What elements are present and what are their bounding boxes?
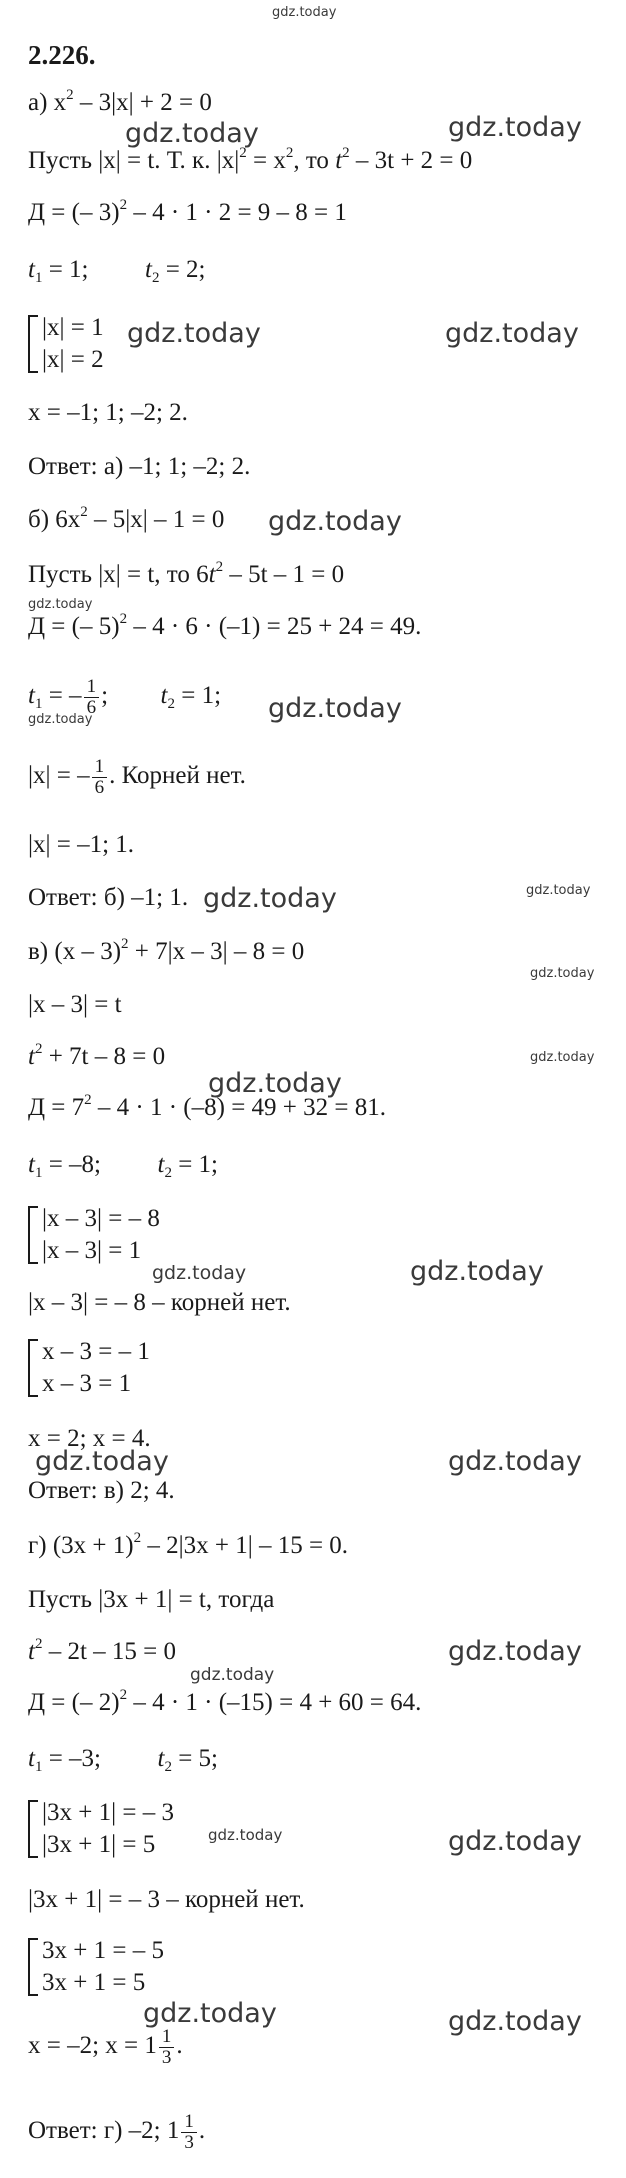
watermark: gdz.today [448,2006,582,2037]
watermark: gdz.today [28,597,93,612]
equation-c: в) (x – 3)$^2$ + 7|x – 3| – 8 = 0 [28,936,305,965]
watermark: gdz.today [526,883,591,898]
fraction-one-sixth: $\frac{1}{6}$ [92,757,108,798]
watermark: gdz.today [152,1262,247,1284]
watermark: gdz.today [28,712,93,727]
no-roots-d: |3x + 1| = – 3 – корней нет. [28,1886,305,1913]
system-d-abs: |3x + 1| = – 3 |3x + 1| = 5 [28,1797,174,1861]
substitution-a: Пусть |x| = t. Т. к. $|x|^2 = x^2$, то $t^2 - 3t + 2 = 0$ [28,145,473,174]
roots-t-c: $t_1 = -8$; $t_2 = 1$; [28,1151,218,1181]
watermark: gdz.today [448,112,582,143]
watermark: gdz.today [143,1998,277,2029]
watermark: gdz.today [272,5,337,20]
watermark: gdz.today [448,1446,582,1477]
substitution-b: Пусть |x| = t, то $6t^2 - 5t - 1 = 0$ [28,559,345,588]
roots-d: x = –2; x = 1 $\frac{1}{3}$ . [28,2026,183,2068]
watermark: gdz.today [448,1826,582,1857]
watermark: gdz.today [203,883,337,914]
exercise-number: 2.226. [28,40,96,70]
roots-t-b: $t_1$ = – $\frac{1}{6}$ ; $t_2 = 1$; [28,676,222,718]
equation-d: г) $(3x + 1)^2 - 2|3x + 1| - 15 = 0$. [28,1530,349,1559]
equation-b: б) $6x^2 - 5|x| - 1 = 0$ [28,504,225,533]
watermark: gdz.today [268,693,402,724]
fraction-one-third: $\frac{1}{3}$ [181,2112,197,2153]
system-c-abs: |x – 3| = – 8 |x – 3| = 1 [28,1203,160,1267]
watermark: gdz.today [208,1826,283,1844]
t-equation-d: $t^2 - 2t - 15 = 0$ [28,1636,176,1665]
watermark: gdz.today [448,1636,582,1667]
roots-c: x = 2; x = 4. [28,1425,151,1452]
discriminant-c: $Д = 7^2 - 4 \cdot 1 \cdot (-8) = 49 + 32 = 81$. [28,1092,387,1121]
t-equation-c: $t^2 + 7t - 8 = 0$ [28,1041,166,1070]
watermark: gdz.today [208,1068,342,1099]
system-c-linear: x – 3 = – 1 x – 3 = 1 [28,1336,150,1400]
substitution-d: Пусть |3x + 1| = t, тогда [28,1586,275,1613]
watermark: gdz.today [445,318,579,349]
watermark: gdz.today [410,1256,544,1287]
roots-a: x = –1; 1; –2; 2. [28,399,188,426]
answer-a: Ответ: а) –1; 1; –2; 2. [28,453,251,480]
watermark: gdz.today [530,966,595,981]
discriminant-d: Д = (– 2)$^2$ – 4 · 1 · (–15) = 4 + 60 = 64. [28,1687,422,1716]
answer-b: Ответ: б) –1; 1. [28,884,189,911]
equation-a: а) $x^2 - 3|x| + 2 = 0$ [28,87,212,116]
watermark: gdz.today [35,1446,169,1477]
substitution-c: |x – 3| = t [28,991,122,1018]
watermark: gdz.today [530,1050,595,1065]
watermark: gdz.today [268,506,402,537]
watermark: gdz.today [125,118,259,149]
watermark: gdz.today [190,1665,275,1685]
discriminant-b: Д = (– 5)$^2$ – 4 · 6 · (–1) = 25 + 24 = 49. [28,611,422,640]
fraction-one-sixth: $\frac{1}{6}$ [84,677,100,718]
no-roots-c: |x – 3| = – 8 – корней нет. [28,1289,291,1316]
system-d-linear: 3x + 1 = – 5 3x + 1 = 5 [28,1935,164,1999]
abs-values-b: |x| = –1; 1. [28,831,135,858]
abs-check-b: |x| = – $\frac{1}{6}$ . Корней нет. [28,756,246,798]
roots-t-d: $t_1 = -3$; $t_2 = 5$; [28,1745,218,1775]
roots-t-a: $t_1 = 1$; $t_2 = 2$; [28,256,206,286]
watermark: gdz.today [127,318,261,349]
answer-d: Ответ: г) –2; 1 $\frac{1}{3}$ . [28,2111,206,2153]
system-a: |x| = 1 |x| = 2 [28,312,104,376]
fraction-one-third: $\frac{1}{3}$ [159,2027,175,2068]
discriminant-a: Д = (– 3)$^2$ – 4 · 1 · 2 = 9 – 8 = 1 [28,197,347,226]
answer-c: Ответ: в) 2; 4. [28,1477,175,1504]
